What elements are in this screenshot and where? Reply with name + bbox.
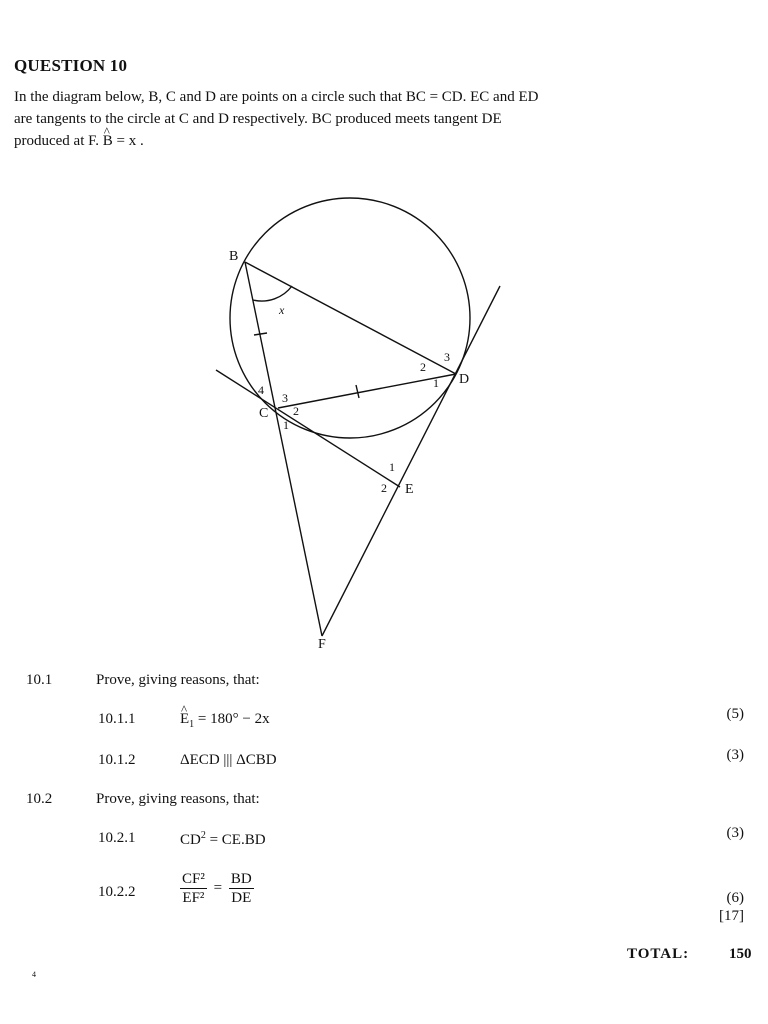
subpart-number-10-1-1: 10.1.1 (98, 711, 136, 727)
tick-bc (254, 333, 267, 335)
question-title: QUESTION 10 (14, 56, 128, 75)
angle-c2: 2 (293, 404, 299, 418)
total-value: 150 (729, 946, 752, 962)
angle-c4: 4 (258, 383, 264, 397)
intro-line-1: In the diagram below, B, C and D are points on a circle such that BC = CD. EC and ED (14, 89, 539, 105)
angle-d3: 3 (444, 350, 450, 364)
fraction-1-numerator: CF² (182, 871, 205, 887)
intro-line-3-pre: produced at F. (14, 133, 103, 149)
fraction-2-denominator: DE (231, 890, 252, 906)
label-e: E (405, 482, 414, 497)
label-c: C (259, 406, 269, 421)
label-x: x (279, 303, 285, 317)
angle-x-arc (253, 286, 292, 301)
subpart-number-10-2-1: 10.2.1 (98, 830, 136, 846)
expr-10-1-1-rest: = 180° − 2x (194, 711, 270, 727)
label-d: D (459, 372, 470, 387)
part-number-10-2: 10.2 (26, 791, 53, 807)
marks-10-2-1: (3) (726, 825, 744, 841)
footer-mark: 4 (32, 970, 36, 979)
line-bd (245, 262, 456, 374)
line-cd (278, 374, 456, 408)
question-total-marks: [17] (719, 908, 744, 924)
expr-e-hat: ^ E (180, 711, 189, 728)
part-text-10-1: Prove, giving reasons, that: (96, 672, 260, 688)
marks-10-2-2: (6) (726, 890, 744, 906)
tangent-ec (216, 370, 400, 487)
expr-e-sub: 1 (189, 719, 195, 730)
marks-10-1-2: (3) (726, 747, 744, 763)
subpart-expr-10-2-2 (180, 870, 254, 907)
expr-cd-sup: 2 (200, 830, 206, 841)
angle-d2: 2 (420, 360, 426, 374)
fraction-equals: = (213, 879, 223, 896)
subpart-number-10-1-2: 10.1.2 (98, 752, 136, 768)
intro-line-3-post: = x . (112, 133, 144, 149)
fraction-1-denominator: EF² (182, 890, 205, 906)
subpart-expr-10-1-2: ΔECD ||| ΔCBD (180, 752, 277, 768)
tangent-fd (322, 286, 500, 636)
subpart-expr-10-2-1 (180, 830, 266, 849)
expr-10-2-1-rest: = CE.BD (205, 832, 266, 848)
angle-b-hat: ^ B (103, 130, 113, 152)
part-text-10-2: Prove, giving reasons, that: (96, 791, 260, 807)
angle-c1: 1 (283, 418, 289, 432)
angle-d1: 1 (433, 376, 439, 390)
subpart-expr-10-1-1 (180, 711, 270, 730)
intro-line-2: are tangents to the circle at C and D respectively. BC produced meets tangent DE (14, 111, 502, 127)
subpart-number-10-2-2: 10.2.2 (98, 884, 136, 900)
line-bf (245, 262, 322, 636)
label-b: B (229, 249, 239, 264)
part-number-10-1: 10.1 (26, 672, 53, 688)
fraction-cf-ef (180, 870, 207, 907)
angle-e1: 1 (389, 460, 395, 474)
tick-cd (356, 385, 359, 398)
total-label: TOTAL: (627, 946, 690, 962)
angle-c3: 3 (282, 391, 288, 405)
expr-cd-base: CD (180, 832, 201, 848)
fraction-bd-de (229, 870, 254, 907)
marks-10-1-1: (5) (726, 706, 744, 722)
fraction-2-numerator: BD (230, 871, 252, 887)
label-f: F (318, 637, 326, 652)
angle-e2: 2 (381, 481, 387, 495)
